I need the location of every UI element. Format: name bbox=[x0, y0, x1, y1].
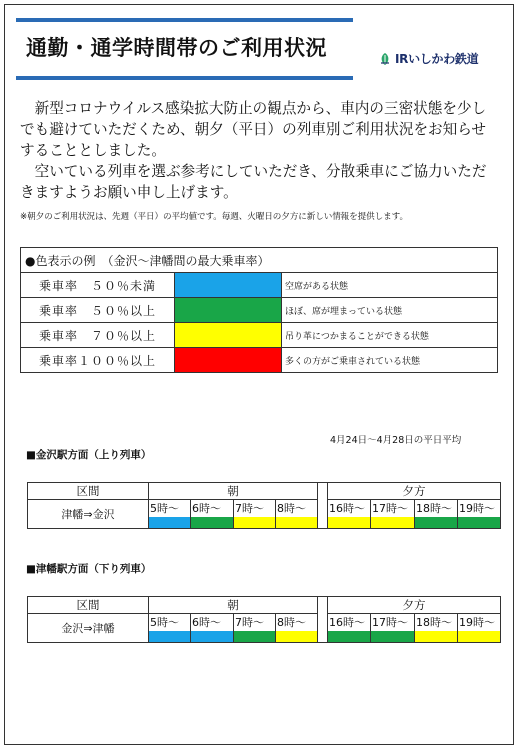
legend-row bbox=[21, 273, 498, 298]
occupancy-color-cell bbox=[149, 517, 191, 529]
intro-text bbox=[20, 98, 500, 203]
occupancy-color-cell bbox=[415, 517, 458, 529]
occupancy-color-cell bbox=[149, 631, 191, 643]
section-header: 区間 bbox=[28, 597, 149, 614]
column-divider bbox=[318, 597, 328, 643]
time-cell: 8時～ bbox=[276, 614, 318, 631]
time-cell: 8時～ bbox=[276, 500, 318, 517]
route-cell: 津幡⇒金沢 bbox=[28, 500, 149, 529]
occupancy-color-cell bbox=[458, 631, 501, 643]
morning-header: 朝 bbox=[149, 483, 318, 500]
occupancy-color-cell bbox=[371, 517, 415, 529]
legend-swatch bbox=[175, 298, 282, 323]
color-legend-table bbox=[20, 247, 498, 373]
evening-header: 夕方 bbox=[328, 483, 501, 500]
section-label-kanazawa-bound: ■金沢駅方面（上り列車） bbox=[26, 449, 152, 461]
legend-desc: ほぼ、席が埋まっている状態 bbox=[282, 298, 498, 323]
company-logo bbox=[378, 50, 478, 67]
occupancy-color-cell bbox=[328, 631, 371, 643]
time-cell: 19時～ bbox=[458, 500, 501, 517]
schedule-table-kanazawa-bound bbox=[27, 482, 501, 529]
time-cell: 6時～ bbox=[191, 614, 234, 631]
legend-rate: 乗車率 ５０％未満 bbox=[21, 273, 175, 298]
time-cell: 5時～ bbox=[149, 614, 191, 631]
page-title: 通勤・通学時間帯のご利用状況 bbox=[26, 36, 327, 60]
occupancy-color-cell bbox=[191, 631, 234, 643]
occupancy-color-cell bbox=[328, 517, 371, 529]
occupancy-color-cell bbox=[276, 631, 318, 643]
legend-swatch bbox=[175, 273, 282, 298]
logo-mark-icon bbox=[378, 52, 392, 66]
occupancy-color-cell bbox=[276, 517, 318, 529]
time-cell: 18時～ bbox=[415, 614, 458, 631]
time-cell: 6時～ bbox=[191, 500, 234, 517]
legend-row bbox=[21, 323, 498, 348]
title-rule-bottom bbox=[16, 76, 353, 80]
logo-text: IRいしかわ鉄道 bbox=[395, 52, 479, 66]
section-header: 区間 bbox=[28, 483, 149, 500]
legend-rate: 乗車率１００％以上 bbox=[21, 348, 175, 373]
legend-desc: 多くの方がご乗車されている状態 bbox=[282, 348, 498, 373]
schedule-table-tsubata-bound bbox=[27, 596, 501, 643]
occupancy-color-cell bbox=[458, 517, 501, 529]
section-label-tsubata-bound: ■津幡駅方面（下り列車） bbox=[26, 563, 152, 575]
intro-paragraph-2: 空いている列車を選ぶ参考にしていただき、分散乗車にご協力いただきますようお願い申し上げます。 bbox=[20, 163, 487, 201]
legend-rate: 乗車率 ７０％以上 bbox=[21, 323, 175, 348]
occupancy-color-cell bbox=[415, 631, 458, 643]
legend-rate: 乗車率 ５０％以上 bbox=[21, 298, 175, 323]
average-period-label: 4月24日～4月28日の平日平均 bbox=[330, 435, 462, 446]
time-cell: 17時～ bbox=[371, 614, 415, 631]
time-cell: 16時～ bbox=[328, 614, 371, 631]
legend-row bbox=[21, 298, 498, 323]
time-cell: 19時～ bbox=[458, 614, 501, 631]
time-cell: 5時～ bbox=[149, 500, 191, 517]
legend-swatch bbox=[175, 323, 282, 348]
title-rule-top bbox=[16, 18, 353, 22]
morning-header: 朝 bbox=[149, 597, 318, 614]
legend-header: ●色表示の例 （金沢～津幡間の最大乗車率） bbox=[21, 248, 498, 273]
time-cell: 16時～ bbox=[328, 500, 371, 517]
footnote: ※朝夕のご利用状況は、先週（平日）の平均値です。毎週、火曜日の夕方に新しい情報を提供します。 bbox=[20, 212, 408, 222]
evening-header: 夕方 bbox=[328, 597, 501, 614]
time-cell: 18時～ bbox=[415, 500, 458, 517]
time-cell: 7時～ bbox=[234, 500, 276, 517]
route-cell: 金沢⇒津幡 bbox=[28, 614, 149, 643]
occupancy-color-cell bbox=[371, 631, 415, 643]
legend-swatch bbox=[175, 348, 282, 373]
column-divider bbox=[318, 483, 328, 529]
legend-row bbox=[21, 348, 498, 373]
occupancy-color-cell bbox=[234, 631, 276, 643]
time-cell: 17時～ bbox=[371, 500, 415, 517]
legend-desc: 空席がある状態 bbox=[282, 273, 498, 298]
intro-paragraph-1: 新型コロナウイルス感染拡大防止の観点から、車内の三密状態を少しでも避けていただくため、朝夕（平日）の列車別ご利用状況をお知らせすることとしました。 bbox=[20, 100, 487, 159]
occupancy-color-cell bbox=[191, 517, 234, 529]
occupancy-color-cell bbox=[234, 517, 276, 529]
time-cell: 7時～ bbox=[234, 614, 276, 631]
legend-desc: 吊り革につかまることができる状態 bbox=[282, 323, 498, 348]
